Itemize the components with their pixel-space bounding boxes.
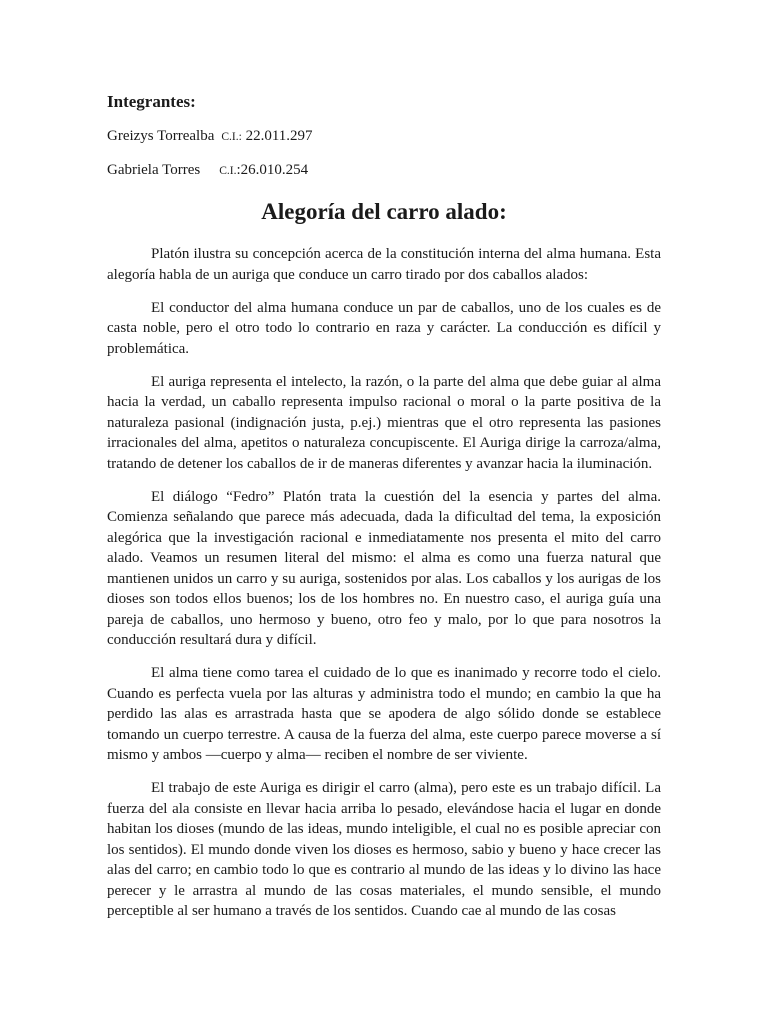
member-ci-label: C.I.: xyxy=(221,131,242,143)
paragraph: El trabajo de este Auriga es dirigir el carro (alma), pero este es un trabajo difícil. La fuerza del ala consiste en llevar hacia arriba lo pesado, elevándose hacia el lugar en donde habitan los dioses (mundo de las ideas, mundo inteligible, el cual no es posible apreciar con los sentidos). El mundo donde viven los dioses es hermoso, sabio y bueno y hace crecer las alas del carro; en cambio todo lo que es contrario al mundo de las ideas y lo divino las hace perecer y le arrastra al mundo de las cosas materiales, el mundo sensible, el mundo perceptible al ser humano a través de los sentidos. Cuando cae al mundo de las cosas xyxy=(107,780,661,919)
paragraph: Platón ilustra su concepción acerca de la constitución interna del alma humana. Esta alegoría habla de un auriga que conduce un carro tirado por dos caballos alados: xyxy=(107,246,661,283)
document-title: Alegoría del carro alado: xyxy=(261,199,507,224)
member-ci-value: :26.010.254 xyxy=(236,162,309,178)
member-line-1 xyxy=(107,126,661,147)
paragraph: El alma tiene como tarea el cuidado de lo que es inanimado y recorre todo el cielo. Cuando es perfecta vuela por las alturas y administra todo el mundo; en cambio la que ha perdido las alas es arrastrada hasta que se apodera de algo sólido donde se establece tomando un cuerpo terrestre. A causa de la fuerza del alma, este cuerpo parece moverse a sí mismo y ambos —cuerpo y alma— reciben el nombre de ser viviente. xyxy=(107,665,661,763)
member-line-2 xyxy=(107,160,661,181)
member-ci-label: C.I. xyxy=(219,165,237,177)
member-ci-value: 22.011.297 xyxy=(241,128,313,144)
member-name: Greizys Torrealba xyxy=(107,128,215,144)
members-heading: Integrantes: xyxy=(107,92,196,111)
paragraph: El diálogo “Fedro” Platón trata la cuestión del la esencia y partes del alma. Comienza señalando que parece más adecuada, dada la dificultad del tema, la exposición alegórica que la investigación racional e inmediatamente nos presenta el mito del carro alado. Veamos un resumen literal del mismo: el alma es como una fuerza natural que mantienen unidos un carro y su auriga, sostenidos por alas. Los caballos y los aurigas de los dioses son todos ellos buenos; los de los hombres no. En nuestro caso, el auriga guía una pareja de caballos, uno hermoso y bueno, otro feo y malo, por lo que para nosotros la conducción resultará dura y difícil. xyxy=(107,488,661,648)
paragraph: El auriga representa el intelecto, la razón, o la parte del alma que debe guiar al alma hacia la verdad, un caballo representa impulso racional o moral o la parte positiva de la naturaleza pasional (indignación justa, p.ej.) mientras que el otro representa las pasiones irracionales del alma, apetitos o naturaleza concupiscente. El Auriga dirige la carroza/alma, tratando de detener los caballos de ir de maneras diferentes y avanzar hacia la iluminación. xyxy=(107,373,661,472)
paragraph: El conductor del alma humana conduce un par de caballos, uno de los cuales es de casta noble, pero el otro todo lo contrario en raza y carácter. La conducción es difícil y problemática. xyxy=(107,299,661,357)
member-name: Gabriela Torres xyxy=(107,162,201,178)
